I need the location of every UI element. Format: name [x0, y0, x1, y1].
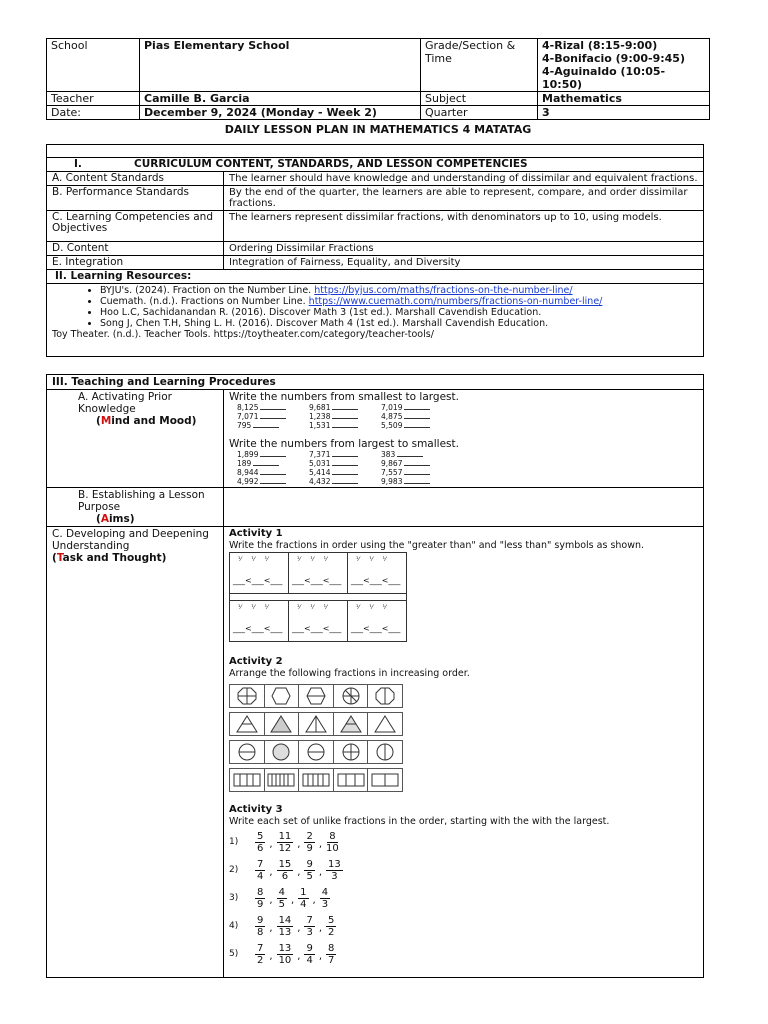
- resource-item: [100, 285, 698, 296]
- sub-rest: ind and Mood): [111, 415, 197, 427]
- worksheet-cell: ⅟ ⅟ ⅟ ___<___<___: [289, 553, 348, 593]
- numerator: 14: [278, 914, 292, 926]
- numerator: 1: [300, 886, 307, 898]
- fraction: [304, 859, 314, 882]
- fraction: [326, 915, 336, 938]
- numerator: 8: [257, 886, 264, 898]
- section3-heading: III. Teaching and Learning Procedures: [47, 375, 704, 390]
- circle-shape-icon: [334, 741, 369, 763]
- number-item: 5,509: [381, 421, 453, 430]
- section1-title: CURRICULUM CONTENT, STANDARDS, AND LESSON COMPETENCIES: [134, 158, 528, 170]
- circle-shape-icon: [334, 685, 369, 707]
- number-item: 4,432: [309, 477, 381, 486]
- sub-rest: ask and Thought): [62, 552, 167, 564]
- sub-rest: ims): [108, 513, 135, 525]
- fraction-set-row: [229, 940, 698, 968]
- number-item: 4,992: [237, 477, 309, 486]
- octagon-shape-icon: [230, 685, 265, 707]
- spacer-row: [47, 145, 704, 158]
- denominator: 2: [257, 954, 264, 966]
- numerator: 7: [257, 942, 264, 954]
- activity2-text: Arrange the following fractions in increasing order.: [229, 668, 470, 679]
- triangle-shape-icon: [299, 713, 334, 735]
- comma-separator: ,: [318, 923, 323, 934]
- section2-heading: II. Learning Resources:: [47, 270, 704, 284]
- resource-item: [100, 296, 698, 307]
- comma-separator: ,: [269, 839, 273, 850]
- denominator: 5: [306, 870, 313, 882]
- resource-extra: Toy Theater. (n.d.). Teacher Tools. https://toytheater.com/category/teacher-tools/: [52, 329, 434, 340]
- fraction: [255, 915, 265, 938]
- worksheet-cell: ⅟ ⅟ ⅟ ___<___<___: [351, 604, 401, 633]
- denominator: 7: [328, 954, 335, 966]
- number-item: 1,238: [309, 412, 381, 421]
- numerator: 15: [278, 858, 292, 870]
- comma-separator: ,: [269, 895, 273, 906]
- activity2-shapes: [229, 684, 698, 792]
- numerator: 11: [278, 830, 292, 842]
- task-text-1: Write the numbers from smallest to largest.: [229, 391, 459, 403]
- numerator: 5: [257, 830, 264, 842]
- denominator: 3: [306, 926, 313, 938]
- integration-label: E. Integration: [47, 256, 224, 270]
- fraction: [255, 859, 265, 882]
- denominator: 12: [278, 842, 292, 854]
- content-value: Ordering Dissimilar Fractions: [224, 242, 704, 256]
- denominator: 3: [331, 870, 338, 882]
- performance-standards-value: By the end of the quarter, the learners are able to represent, compare, and order dissimilar fractions.: [224, 186, 704, 211]
- task-text-2: Write the numbers from largest to smallest.: [229, 438, 459, 450]
- procedure-a-content: [224, 390, 704, 488]
- hexagon-shape-icon: [299, 685, 334, 707]
- circle-shape-icon: [265, 741, 300, 763]
- shape-row: [229, 712, 403, 736]
- worksheet-cell: ⅟ ⅟ ⅟ ___<___<___: [230, 601, 289, 641]
- comma-separator: ,: [269, 867, 273, 878]
- performance-standards-label: B. Performance Standards: [47, 186, 224, 211]
- resource-text: Cuemath. (n.d.). Fractions on Number Line.: [100, 296, 309, 307]
- fraction-set-row: [229, 828, 698, 856]
- resource-text: BYJU's. (2024). Fraction on the Number Line.: [100, 285, 315, 296]
- content-standards-value: The learner should have knowledge and understanding of dissimilar and equivalent fractions.: [224, 172, 704, 186]
- fraction: [304, 831, 314, 854]
- paren: (: [96, 513, 101, 525]
- comma-separator: ,: [269, 923, 273, 934]
- denominator: 13: [278, 926, 292, 938]
- numerator: 9: [306, 942, 313, 954]
- number-item: 189: [237, 459, 309, 468]
- triangle-shape-icon: [265, 713, 300, 735]
- numerator: 13: [328, 858, 341, 870]
- comma-separator: ,: [297, 923, 301, 934]
- numerator: 7: [306, 914, 313, 926]
- numerator: 8: [329, 830, 336, 842]
- fraction: [277, 859, 294, 882]
- number-item: 7,071: [237, 412, 309, 421]
- row-number: 2): [229, 865, 239, 875]
- resource-item: • Song J, Chen T.H, Shing L. H. (2016). Discover Math 4 (1st ed.). Marshall Cavendish Education.: [100, 318, 698, 329]
- section1-number: I.: [74, 158, 82, 170]
- bar-model-icon: [265, 769, 300, 791]
- activity3-text: Write each set of unlike fractions in the order, starting with the with the largest.: [229, 816, 610, 827]
- date-label: Date:: [47, 106, 140, 120]
- circle-shape-icon: [230, 741, 265, 763]
- procedure-c-content: [224, 527, 704, 978]
- numerator: 2: [306, 830, 313, 842]
- number-item: 9,983: [381, 477, 453, 486]
- sections-cell: [538, 39, 710, 92]
- activity3-title: Activity 3: [229, 804, 283, 815]
- fraction-set-row: [229, 884, 698, 912]
- procedure-c-label: C. Developing and Deepening Understanding: [52, 528, 209, 552]
- procedure-a-label: A. Activating Prior Knowledge: [78, 391, 172, 415]
- bar-model-icon: [334, 769, 369, 791]
- number-item: 4,875: [381, 412, 453, 421]
- number-grid-1: [237, 403, 698, 430]
- date-value: December 9, 2024 (Monday - Week 2): [140, 106, 421, 120]
- fraction: [304, 915, 314, 938]
- section-bonifacio: 4-Bonifacio (9:00-9:45): [542, 52, 685, 65]
- number-item: 5,031: [309, 459, 381, 468]
- fraction-set-row: [229, 856, 698, 884]
- school-value: Pias Elementary School: [140, 39, 421, 92]
- teacher-value: Camille B. Garcia: [140, 92, 421, 106]
- number-item: 9,681: [309, 403, 381, 412]
- denominator: 5: [278, 898, 285, 910]
- fraction: [298, 887, 308, 910]
- comma-separator: ,: [312, 895, 316, 906]
- bar-model-icon: [230, 769, 265, 791]
- numerator: 9: [257, 914, 264, 926]
- circle-shape-icon: [368, 741, 402, 763]
- fraction-set-row: [229, 912, 698, 940]
- content-label: D. Content: [47, 242, 224, 256]
- comma-separator: ,: [269, 951, 273, 962]
- procedure-b-label-cell: [47, 488, 224, 527]
- procedure-a-label-cell: [47, 390, 224, 488]
- worksheet-cell: ⅟ ⅟ ⅟ ___<___<___: [230, 553, 289, 593]
- denominator: 6: [257, 842, 264, 854]
- procedures-table: [46, 374, 704, 978]
- denominator: 4: [306, 954, 313, 966]
- quarter-value: 3: [538, 106, 710, 120]
- document-title: DAILY LESSON PLAN IN MATHEMATICS 4 MATATAG: [224, 123, 532, 136]
- triangle-shape-icon: [368, 713, 402, 735]
- teacher-label: Teacher: [47, 92, 140, 106]
- subject-label: Subject: [421, 92, 538, 106]
- circle-shape-icon: [299, 741, 334, 763]
- numerator: 13: [278, 942, 292, 954]
- fraction: [304, 943, 314, 966]
- worksheet-cell: ⅟ ⅟ ⅟ ___<___<___: [351, 556, 401, 585]
- comma-separator: ,: [290, 895, 295, 906]
- bar-model-icon: [368, 769, 402, 791]
- quarter-label: Quarter: [421, 106, 538, 120]
- number-item: 1,531: [309, 421, 381, 430]
- number-item: 5,414: [309, 468, 381, 477]
- number-item: 795: [237, 421, 309, 430]
- procedure-a-sub: [52, 415, 218, 427]
- row-number: 3): [229, 893, 239, 903]
- numerator: 4: [321, 886, 329, 898]
- numerator: 7: [257, 858, 264, 870]
- triangle-shape-icon: [334, 713, 369, 735]
- comma-separator: ,: [318, 867, 323, 878]
- grade-label: Grade/Section & Time: [421, 39, 538, 92]
- fraction: [255, 831, 265, 854]
- competencies-label: C. Learning Competencies and Objectives: [47, 211, 224, 242]
- section1-heading: [47, 158, 704, 172]
- highlight-letter: M: [100, 415, 112, 427]
- procedure-b-sub: [52, 513, 218, 525]
- number-item: 383: [381, 450, 453, 459]
- fraction: [255, 943, 265, 966]
- numerator: 5: [328, 914, 335, 926]
- resource-item: • Hoo L.C, Sachidanandan R. (2016). Discover Math 3 (1st ed.). Marshall Cavendish Education.: [100, 307, 698, 318]
- header-table: [46, 38, 710, 120]
- denominator: 2: [328, 926, 335, 938]
- fraction: [277, 943, 294, 966]
- activity2-title: Activity 2: [229, 656, 283, 667]
- fraction: [277, 915, 294, 938]
- comma-separator: ,: [318, 951, 323, 962]
- procedure-c-label-cell: [47, 527, 224, 978]
- denominator: 9: [306, 842, 313, 854]
- fraction: [277, 831, 294, 854]
- denominator: 9: [257, 898, 264, 910]
- octagon-shape-icon: [368, 685, 402, 707]
- fraction: [326, 831, 339, 854]
- shape-row: [229, 684, 403, 708]
- number-item: 8,125: [237, 403, 309, 412]
- fraction: [326, 943, 336, 966]
- school-label: School: [47, 39, 140, 92]
- number-item: 7,371: [309, 450, 381, 459]
- comma-separator: ,: [297, 867, 301, 878]
- denominator: 8: [257, 926, 264, 938]
- subject-value: Mathematics: [538, 92, 710, 106]
- denominator: 6: [281, 870, 289, 882]
- fraction: [326, 859, 343, 882]
- competencies-value: The learners represent dissimilar fractions, with denominators up to 10, using models.: [224, 211, 704, 242]
- hexagon-shape-icon: [265, 685, 300, 707]
- activity1-text: Write the fractions in order using the "greater than" and "less than" symbols as shown.: [229, 540, 645, 551]
- numerator: 9: [306, 858, 313, 870]
- number-item: 8,944: [237, 468, 309, 477]
- worksheet-cell: ⅟ ⅟ ⅟ ___<___<___: [289, 601, 348, 641]
- number-item: 9,867: [381, 459, 453, 468]
- procedure-b-content: [224, 488, 704, 527]
- paren: (: [52, 552, 57, 564]
- numerator: 4: [278, 886, 285, 898]
- comma-separator: ,: [297, 839, 301, 850]
- resources-list: [52, 285, 698, 329]
- triangle-shape-icon: [230, 713, 265, 735]
- numerator: 8: [328, 942, 335, 954]
- denominator: 10: [278, 954, 292, 966]
- fraction: [255, 887, 265, 910]
- row-number: 5): [229, 949, 239, 959]
- comma-separator: ,: [318, 839, 323, 850]
- fraction: [320, 887, 330, 910]
- integration-value: Integration of Fairness, Equality, and Diversity: [224, 256, 704, 270]
- section-rizal: 4-Rizal (8:15-9:00): [542, 39, 658, 52]
- resource-link[interactable]: https://www.cuemath.com/numbers/fractions-on-number-line/: [308, 296, 603, 307]
- denominator: 4: [300, 898, 307, 910]
- denominator: 4: [257, 870, 264, 882]
- denominator: 10: [326, 842, 339, 854]
- procedure-b-label: B. Establishing a Lesson Purpose: [78, 489, 205, 513]
- denominator: 3: [321, 898, 329, 910]
- activity3-rows: [229, 828, 698, 968]
- procedure-c-sub: [52, 552, 218, 564]
- bar-model-icon: [299, 769, 334, 791]
- highlight-letter: A: [100, 513, 109, 525]
- row-number: 1): [229, 837, 239, 847]
- number-item: 7,019: [381, 403, 453, 412]
- section-aguinaldo: 4-Aguinaldo (10:05-10:50): [542, 65, 666, 91]
- shape-row: [229, 740, 403, 764]
- number-grid-2: [237, 450, 698, 486]
- activity1-worksheet: [229, 552, 407, 642]
- resources-cell: [47, 284, 704, 357]
- resource-link[interactable]: https://byjus.com/maths/fractions-on-the-number-line/: [314, 285, 573, 296]
- highlight-letter: T: [56, 552, 63, 564]
- content-standards-label: A. Content Standards: [47, 172, 224, 186]
- curriculum-table: [46, 144, 704, 357]
- row-number: 4): [229, 921, 239, 931]
- paren: (: [96, 415, 101, 427]
- shape-row: [229, 768, 403, 792]
- comma-separator: ,: [297, 951, 301, 962]
- fraction: [277, 887, 287, 910]
- activity1-title: Activity 1: [229, 528, 283, 539]
- number-item: 7,557: [381, 468, 453, 477]
- number-item: 1,899: [237, 450, 309, 459]
